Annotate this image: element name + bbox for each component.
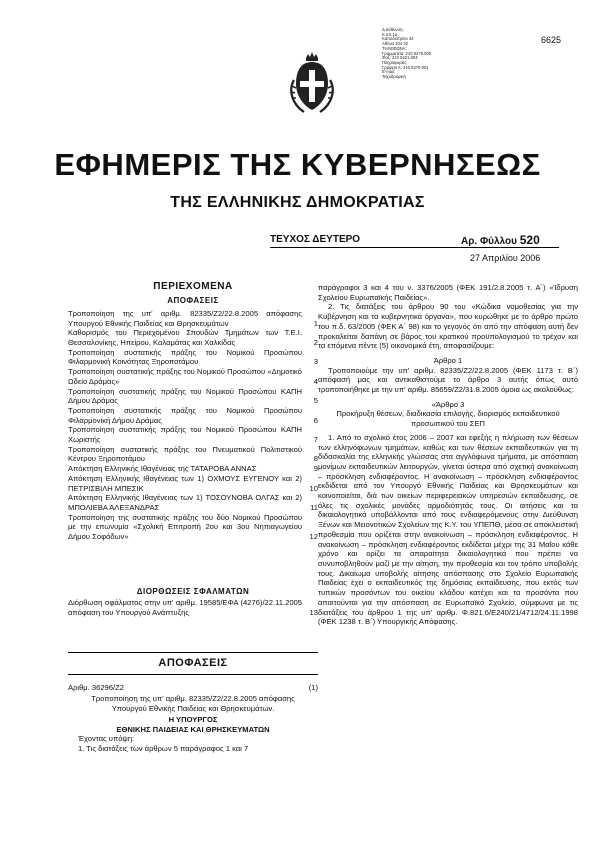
toc-entry-text: Τροποποίηση συστατικής πράξης του Πνευματικού Πολιτιστικού Κέντρου Ξηροποτάμου (68, 444, 302, 464)
right-column-text (318, 283, 578, 627)
toc-entry-text: Τροποποίηση συστατικής πράξης του Νομικού Προσώπου ΚΑΠΗ Χωριστής (68, 425, 302, 444)
coat-of-arms-icon (286, 50, 338, 116)
decision-body (68, 694, 318, 753)
toc-entry-page: 7 (313, 434, 318, 444)
minister-title: Η ΥΠΟΥΡΓΟΣ (168, 715, 218, 724)
toc-entry-page: 8 (313, 454, 318, 464)
decision-title: Τροποποίηση της υπ' αριθμ. 82335/Ζ2/22.8.2005 απόφασης Υπουργού Εθνικής Παιδείας και Θρησκευμάτων. (91, 694, 295, 713)
sheet-number-value: 520 (519, 233, 540, 247)
toc-entry[interactable] (68, 348, 318, 367)
sheet-label: Αρ. Φύλλου (461, 236, 517, 247)
gazette-title: ΕΦΗΜΕΡΙΣ ΤΗΣ ΚΥΒΕΡΝΗΣΕΩΣ (54, 147, 541, 182)
toc-entry[interactable] (68, 387, 318, 406)
toc-entry-page: 9 (313, 464, 318, 474)
paragraph: Τροποποιούμε την υπ' αριθμ. 82335/Ζ2/22.8.2005 (ΦΕΚ 1173 τ. Β΄) απόφασή μας και αντικαθιστούμε το άρθρο 3 αυτής όπως αυτό τροποποιήθηκε με την υπ' αριθμ. 85659/Ζ2/31.8.2005 όμοια ως ακολούθως: (318, 365, 578, 395)
toc-entry[interactable] (68, 328, 318, 347)
decisions-section-heading: ΑΠΟΦΑΣΕΙΣ (158, 657, 228, 669)
toc-entry-page: 5 (313, 396, 318, 406)
decision-number (68, 683, 318, 692)
article-3-subtitle: Προκήρυξη θέσεων, διαδικασία επιλογής, διορισμός εκπαιδευτικού προσωπικού του ΣΕΠ (336, 409, 560, 429)
toc-entry[interactable] (68, 464, 318, 474)
toc-entry[interactable] (68, 513, 318, 542)
header-rule (270, 247, 559, 248)
toc-entry[interactable] (68, 474, 318, 493)
stamp-line: Ταχυδρομική (382, 74, 406, 80)
stamp-line: Γραμματεία: 210 5279.000 (382, 50, 432, 56)
section-rule-top (68, 652, 318, 653)
stamp-line: ΤΗΛΕΦΩΝΑ: (382, 45, 407, 51)
decisions-subheading: ΑΠΟΦΑΣΕΙΣ (167, 296, 219, 305)
toc-entry-page: 1 (313, 318, 318, 328)
decision-index: (1) (308, 683, 318, 692)
toc-entry-page: 3 (313, 357, 318, 367)
toc-entry[interactable] (68, 445, 318, 464)
regard-item-1: 1. Τις διατάξεις των άρθρων 5 παράγραφος 1 και 7 (78, 743, 249, 753)
corrections-heading: ΔΙΟΡΘΩΣΕΙΣ ΣΦΑΛΜΑΤΩΝ (136, 587, 250, 596)
ministry-name: ΕΘΝΙΚΗΣ ΠΑΙΔΕΙΑΣ ΚΑΙ ΘΡΗΣΚΕΥΜΑΤΩΝ (116, 724, 270, 734)
stamp-line: Γραφείο Α: 210 5279.001 (382, 64, 429, 70)
gazette-subtitle: ΤΗΣ ΕΛΛΗΝΙΚΗΣ ΔΗΜΟΚΡΑΤΙΑΣ (170, 194, 425, 211)
having-regard: Έχοντας υπόψη: (78, 734, 135, 743)
toc-entry[interactable] (68, 367, 318, 386)
toc-entry-page: 6 (313, 415, 318, 425)
toc-entry-text: Καθορισμός του Περιεχομένου Σπουδών Τμημάτων των Τ.Ε.Ι. Θεσσαλονίκης, Ηπείρου, Καλαμάτας και Χαλκίδας (68, 328, 302, 347)
section-rule-bottom (68, 674, 318, 675)
toc-entry-text: Τροποποίηση συστατικής πράξης του Νομικού Προσώπου ΚΑΠΗ Δήμου Δράμας (68, 386, 302, 406)
toc-entry-page: 4 (313, 376, 318, 386)
issue-date: 27 Απριλίου 2006 (470, 253, 541, 263)
toc-entry-text: Τροποποίηση συστατικής πράξης του Νομικού Προσώπου Φιλαρμονική Κοινότητας Ξηροποτάμου (68, 347, 302, 367)
stamp-line: Καποδιστρίου 34 (382, 36, 414, 42)
toc-entry[interactable] (68, 598, 318, 617)
stamp-line: Δ ιεύθυνση: (382, 27, 404, 32)
stamp-line: Φαξ: 210 5221.004 (382, 55, 418, 61)
corrections-list (68, 598, 318, 617)
toc-entry-page: 10 (309, 483, 318, 493)
toc-entry[interactable] (68, 309, 318, 328)
page-number: 6625 (540, 35, 561, 45)
toc-entry[interactable] (68, 425, 318, 444)
decision-ref: Αριθμ. 36296/Ζ2 (68, 683, 124, 692)
paragraph: παράγραφοι 3 και 4 του ν. 3376/2005 (ΦΕΚ 191/2.8.2005 τ. Α΄) «Ίδρυση Σχολείου Ευρωπαϊκής Παιδείας». (318, 283, 578, 302)
issue-label: ΤΕΥΧΟΣ ΔΕΥΤΕΡΟ (270, 234, 361, 245)
toc-entry[interactable] (68, 406, 318, 425)
toc-entry-page: 13 (309, 607, 318, 617)
article-1-heading: Άρθρο 1 (433, 355, 463, 365)
toc-entry[interactable] (68, 493, 318, 512)
article-3-heading: «Άρθρο 3 (431, 399, 465, 409)
toc-entry-page: 2 (313, 337, 318, 347)
paragraph: 1. Από το σχολικό έτος 2006 – 2007 και εφεξής η πλήρωση των θέσεων των ελληνόφωνων τμημάτων, καθώς και των θέσεων εκπαιδευτικών για τη διδασκαλία της ελληνικής γλώσσας στα αγγλόφωνα τμήματα, με απόσπαση μονίμων εκπαιδευτικών λειτουργών, γίνεται ύστερα από σχετική ανακοίνωση – πρόσκληση ενδιαφέροντος. Η ανακοίνωση – πρόσκληση ενδιαφέροντος εκδίδεται από τον Υπουργό Εθνικής Παιδείας και Θρησκευμάτων και κοινοποιείται, διά των οικείων περιφερειακών υπηρεσιών εκπαίδευσης, σε όλες τις σχολικές μονάδες αρμοδιότητάς τους. Οι αιτήσεις και τα δικαιολογητικά υποβάλλονται από τους ενδιαφερόμενους στην Διεύθυνση Ξένων και Μειονοτικών Σχολείων της Κ.Υ. του ΥΠΕΠΘ, μέσα σε αποκλειστική προθεσμία που ορίζεται στην ανακοίνωση – πρόσκληση ενδιαφέροντος. Η ανακοίνωση – πρόσκληση ενδιαφέροντος εκδίδεται μέχρι της 31 Μαΐου κάθε χρόνο και ορίζει τα απαραίτητα δικαιολογητικά που πρέπει να συνυποβληθούν μαζί με την αίτηση, την προθεσμία και τον τρόπο υποβολής τους. Δικαίωμα υποβολής αίτησης απόσπασης στο Σχολείο Ευρωπαϊκής Παιδείας έχει ο εκπαιδευτικός της δημόσιας εκπαίδευσης, που εκτός των τυπικών προσόντων του οικείου κλάδου κατέχει και τα προσόντα που απαιτούνται για την απόσπαση σε Ευρωπαϊκό Σχολείο, σύμφωνα με τις διατάξεις του άρθρου 1 της υπ' αριθμ. Φ.821.6/Ε240/21/4712/24.11.1998 (ΦΕΚ 1238 τ. Β΄) Υπουργικής Απόφασης. (318, 432, 578, 627)
address-stamp (382, 28, 452, 80)
sheet-number (461, 233, 540, 247)
toc-entry-text: Απόκτηση Ελληνικής Ιθαγένειας των 1) ΤΟΣΟΥΝΟΒΑ ΟΛΓΑΣ και 2) ΜΠΟΛΙΕΒΑ ΑΛΕΞΑΝΔΡΑΣ (68, 493, 302, 512)
toc-entry-page: 12 (309, 531, 318, 541)
contents-heading: ΠΕΡΙΕΧΟΜΕΝΑ (153, 281, 233, 292)
toc-entry-text: Διόρθωση σφάλματος στην υπ' αριθμ. 19585/ΕΦΑ (4276)/22.11.2005 απόφαση του Υπουργού Ανάπτυξης (68, 598, 302, 617)
stamp-line: Αθήνα 104 32 (382, 41, 408, 47)
stamp-line: Πληροφορίες: (382, 59, 408, 65)
toc-entry-text: Απόκτηση Ελληνικής Ιθαγένειας της ΤΑΤΑΡΟΒΑ ΑΝΝΑΣ (68, 464, 257, 474)
stamp-line: Ε-mail: (382, 69, 396, 75)
paragraph: 2. Τις διατάξεις του άρθρου 90 του «Κώδικα νομοθεσίας για την Κυβέρνηση και τα κυβερνητικά όργανα», που κυρώθηκε με το άρθρο πρώτο του π.δ. 63/2005 (ΦΕΚ Α΄ 98) και το γεγονός ότι από την απόφαση αυτή δεν προκαλείται δαπάνη σε βάρος του κρατικού προϋπολογισμού το τρέχον και τα επόμενα πέντε (5) οικονομικά έτη, αποφασίζουμε: (318, 302, 578, 351)
toc-entry-page: 11 (310, 502, 318, 512)
toc-entry-text: Τροποποίηση συστατικής πράξης του Νομικού Προσώπου «Δημοτικό Ωδείο Δράμας» (68, 367, 302, 386)
toc-entry-text: Τροποποίηση συστατικής πράξης του Νομικού Προσώπου Φιλαρμονική Δήμου Δράμας (68, 405, 302, 425)
stamp-line: Κ απ.1α (382, 31, 398, 37)
toc-entry-text: Τροποποίηση της υπ' αριθμ. 82335/Ζ2/22.8.2005 απόφασης Υπουργού Εθνικής Παιδείας και Θρησκευμάτων (68, 309, 302, 328)
toc-entry-text: Απόκτηση Ελληνικής Ιθαγένειας των 1) ΟΧΜΟΥΣ ΕΥΓΕΝΟΥ και 2) ΠΕΤΡΙΣΒΙΛΗ ΜΠΕΣΙΚ (68, 473, 302, 493)
table-of-contents (68, 309, 318, 542)
toc-entry-text: Τροποποίηση της συστατικής πράξης του δύο Νομικού Προσώπου με την επωνυμία «Σχολική Επιτροπή 2ου και 3ου Νηπιαγωγείου Δήμου Σοφάδων» (68, 512, 302, 541)
